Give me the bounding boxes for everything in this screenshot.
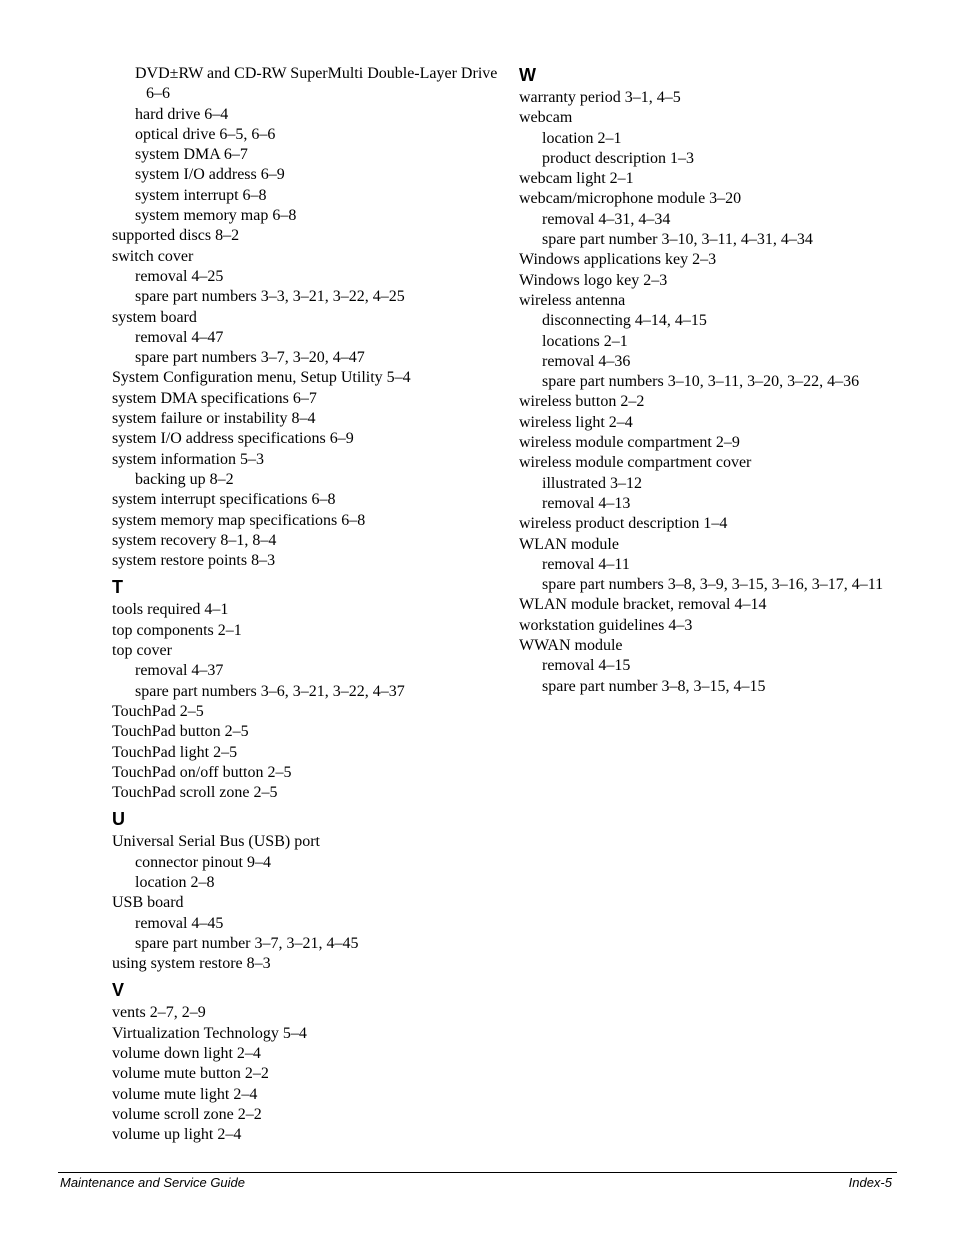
index-entry: warranty period 3–1, 4–5 — [519, 89, 681, 106]
footer-page-number: Index-5 — [848, 1175, 892, 1190]
index-subentry: system interrupt 6–8 — [135, 186, 267, 204]
index-subentry: removal 4–13 — [542, 494, 631, 512]
index-subentry: removal 4–47 — [135, 328, 224, 346]
index-column-left — [112, 64, 507, 1146]
index-entry: supported discs 8–2 — [112, 227, 240, 245]
index-subentry: system memory map 6–8 — [135, 207, 297, 225]
index-entry: Windows logo key 2–3 — [519, 271, 668, 289]
index-entry: TouchPad scroll zone 2–5 — [112, 784, 278, 802]
index-entry: tools required 4–1 — [112, 601, 229, 619]
index-entry: system restore points 8–3 — [112, 552, 276, 570]
index-entry: volume mute light 2–4 — [112, 1085, 258, 1103]
index-subentry: spare part numbers 3–6, 3–21, 3–22, 4–37 — [135, 682, 405, 700]
index-entry: WWAN module — [519, 637, 623, 655]
index-subentry: DVD±RW and CD-RW SuperMulti Double-Layer Drive 6–6 — [135, 65, 498, 103]
index-entry: WLAN module — [519, 535, 619, 553]
index-entry: TouchPad 2–5 — [112, 702, 204, 720]
index-subentry: spare part number 3–8, 3–15, 4–15 — [542, 677, 766, 695]
index-subentry: spare part number 3–10, 3–11, 4–31, 4–34 — [542, 231, 813, 249]
index-subentry: removal 4–36 — [542, 352, 631, 370]
index-entry: Windows applications key 2–3 — [519, 251, 717, 269]
index-subentry: removal 4–15 — [542, 657, 631, 675]
index-entry: volume mute button 2–2 — [112, 1065, 269, 1083]
index-entry: system failure or instability 8–4 — [112, 410, 316, 428]
index-entry: wireless module compartment 2–9 — [519, 434, 740, 452]
index-subentry: spare part numbers 3–8, 3–9, 3–15, 3–16, 3–17, 4–11 — [542, 576, 884, 594]
index-entry: system recovery 8–1, 8–4 — [112, 531, 277, 549]
index-subentry: locations 2–1 — [542, 332, 628, 350]
index-entry: volume up light 2–4 — [112, 1126, 242, 1144]
index-entry: volume down light 2–4 — [112, 1045, 261, 1063]
index-entry: System Configuration menu, Setup Utility 5–4 — [112, 369, 411, 387]
index-entry: top cover — [112, 642, 172, 660]
footer-document-title: Maintenance and Service Guide — [60, 1175, 246, 1190]
index-entry: TouchPad button 2–5 — [112, 723, 249, 741]
index-subentry: product description 1–3 — [542, 149, 694, 167]
index-entry: Virtualization Technology 5–4 — [112, 1024, 307, 1042]
index-subentry: hard drive 6–4 — [135, 105, 229, 123]
index-entry: WLAN module bracket, removal 4–14 — [519, 596, 767, 614]
index-subentry: removal 4–37 — [135, 662, 224, 680]
index-entry: wireless light 2–4 — [519, 413, 633, 431]
index-subentry: connector pinout 9–4 — [135, 853, 271, 871]
index-entry: USB board — [112, 894, 184, 912]
index-entry: webcam/microphone module 3–20 — [519, 190, 742, 208]
index-entry: system information 5–3 — [112, 450, 264, 468]
index-entry: Universal Serial Bus (USB) port — [112, 833, 320, 851]
index-entry: system I/O address specifications 6–9 — [112, 430, 354, 448]
index-subentry: spare part number 3–7, 3–21, 4–45 — [135, 934, 359, 952]
index-entry: system board — [112, 308, 197, 326]
footer-divider — [58, 1172, 897, 1173]
index-entry: wireless antenna — [519, 291, 626, 309]
index-column-right — [519, 64, 939, 697]
index-entry: webcam light 2–1 — [519, 170, 634, 188]
index-entry: top components 2–1 — [112, 621, 242, 639]
index-entry: using system restore 8–3 — [112, 955, 271, 973]
index-subentry: spare part numbers 3–3, 3–21, 3–22, 4–25 — [135, 288, 405, 306]
index-subentry: system DMA 6–7 — [135, 146, 248, 164]
index-entry: system interrupt specifications 6–8 — [112, 491, 336, 509]
index-subentry: illustrated 3–12 — [542, 474, 642, 492]
index-entry: system memory map specifications 6–8 — [112, 511, 366, 529]
index-entry: webcam — [519, 109, 573, 127]
index-entry: system DMA specifications 6–7 — [112, 389, 317, 407]
index-entry: volume scroll zone 2–2 — [112, 1105, 262, 1123]
index-entry: TouchPad on/off button 2–5 — [112, 763, 292, 781]
index-entry: workstation guidelines 4–3 — [519, 616, 693, 634]
index-subentry: removal 4–11 — [542, 555, 630, 573]
index-letter-heading: W — [519, 65, 536, 85]
index-subentry: location 2–8 — [135, 873, 215, 891]
index-entry: switch cover — [112, 247, 194, 265]
index-subentry: spare part numbers 3–7, 3–20, 4–47 — [135, 349, 365, 367]
index-subentry: backing up 8–2 — [135, 470, 234, 488]
index-subentry: removal 4–25 — [135, 267, 224, 285]
index-entry: wireless module compartment cover — [519, 454, 752, 472]
index-letter-heading: T — [112, 577, 123, 598]
index-entry: wireless button 2–2 — [519, 393, 645, 411]
index-entry: wireless product description 1–4 — [519, 515, 728, 533]
index-entry: vents 2–7, 2–9 — [112, 1004, 206, 1022]
index-subentry: spare part numbers 3–10, 3–11, 3–20, 3–22, 4–36 — [542, 373, 860, 391]
index-subentry: removal 4–45 — [135, 914, 224, 932]
index-subentry: disconnecting 4–14, 4–15 — [542, 312, 707, 330]
index-subentry: location 2–1 — [542, 129, 622, 147]
index-subentry: removal 4–31, 4–34 — [542, 210, 671, 228]
index-entry: TouchPad light 2–5 — [112, 743, 238, 761]
index-subentry: system I/O address 6–9 — [135, 166, 285, 184]
index-letter-heading: V — [112, 980, 125, 1001]
index-subentry: optical drive 6–5, 6–6 — [135, 125, 276, 143]
index-letter-heading: U — [112, 809, 125, 830]
